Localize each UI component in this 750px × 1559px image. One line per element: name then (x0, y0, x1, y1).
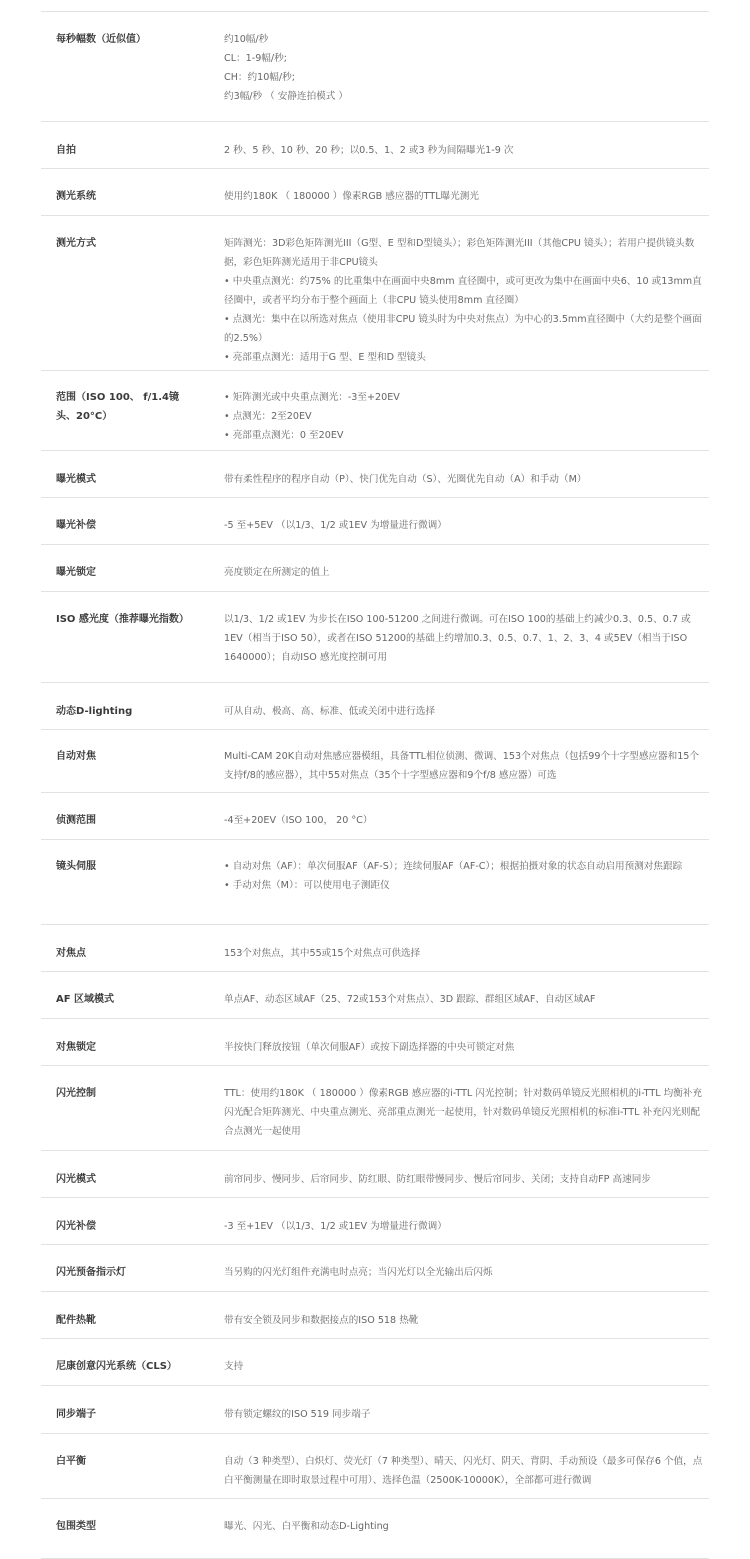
spec-value (224, 944, 709, 971)
spec-row (41, 840, 709, 925)
spec-label: 范围（ISO 100、 f/1.4镜头、20°C） (56, 392, 179, 422)
spec-value-line: 带有安全锁及同步和数据接点的ISO 518 热靴 (224, 1315, 419, 1326)
spec-value (224, 1038, 709, 1065)
spec-row (41, 169, 709, 216)
spec-label: 同步端子 (56, 1409, 96, 1420)
spec-label: 白平衡 (56, 1456, 86, 1467)
spec-value-line: 可从自动、极高、高、标准、低或关闭中进行选择 (224, 706, 436, 717)
spec-value-line: • 手动对焦（M）：可以使用电子测距仪 (224, 880, 390, 891)
spec-row (41, 1292, 709, 1339)
spec-value (224, 187, 709, 215)
spec-label: 侦测范围 (56, 815, 96, 826)
spec-value-line: CL：1-9幅/秒; (224, 53, 287, 64)
spec-value-line: 以1/3、1/2 或1EV 为步长在ISO 100-51200 之间进行微调。可在ISO 100的基础上约减少0.3、0.5、0.7 或1EV（相当于ISO 50），或者在ISO 51200的基础上约增加0.3、0.5、0.7、1、2、3、4 或5EV（相当于ISO 1640000）；自动ISO 感光度控制可用 (224, 614, 691, 663)
spec-row (41, 793, 709, 840)
spec-value (224, 1084, 709, 1150)
spec-label: 曝光锁定 (56, 567, 96, 578)
spec-value (224, 470, 709, 497)
spec-row (41, 1386, 709, 1434)
spec-row (41, 1499, 709, 1559)
spec-value (224, 811, 709, 839)
spec-row (41, 592, 709, 683)
spec-label: 曝光补偿 (56, 520, 96, 531)
spec-value-line: Multi-CAM 20K自动对焦感应器模组，具备TTL相位侦测、微调、153个对焦点（包括99个十字型感应器和15个支持f/8的感应器），其中55对焦点（35个十字型感应器和9个f/8 感应器）可选 (224, 751, 699, 781)
spec-value-line: -5 至+5EV （以1/3、1/2 或1EV 为增量进行微调） (224, 520, 447, 531)
spec-label: 每秒幅数（近似值） (56, 34, 146, 45)
spec-value (224, 141, 709, 168)
spec-row (41, 1019, 709, 1066)
spec-row (41, 1434, 709, 1499)
spec-label: 镜头伺服 (56, 861, 96, 872)
spec-value-line: 带有锁定螺纹的ISO 519 同步端子 (224, 1409, 371, 1420)
spec-row (41, 1245, 709, 1292)
spec-value-line: 当另购的闪光灯组件充满电时点亮；当闪光灯以全光输出后闪烁 (224, 1267, 493, 1278)
spec-label: 自拍 (56, 145, 76, 156)
spec-label: 闪光预备指示灯 (56, 1267, 126, 1278)
spec-row (41, 451, 709, 498)
spec-value-line: 前帘同步、慢同步、后帘同步、防红眼、防红眼带慢同步、慢后帘同步、关闭；支持自动FP 高速同步 (224, 1174, 651, 1185)
spec-value-line: 2 秒、5 秒、10 秒、20 秒；以0.5、1、2 或3 秒为间隔曝光1-9 次 (224, 145, 514, 156)
spec-row (41, 683, 709, 730)
spec-value-line: 半按快门释放按钮（单次伺服AF）或按下副选择器的中央可锁定对焦 (224, 1042, 515, 1053)
spec-label: 尼康创意闪光系统（CLS） (56, 1361, 177, 1372)
spec-label: 配件热靴 (56, 1315, 96, 1326)
spec-value-line: 自动（3 种类型）、白炽灯、荧光灯（7 种类型）、晴天、闪光灯、阴天、背阴、手动预设（最多可保存6 个值，点白平衡测量在即时取景过程中可用）、选择色温（2500K-10000K），全部都可进行微调 (224, 1456, 703, 1486)
spec-value-line: 单点AF、动态区域AF（25、72或153个对焦点）、3D 跟踪、群组区域AF、自动区域AF (224, 994, 596, 1005)
spec-table (41, 11, 709, 1559)
spec-value-line: 153个对焦点，其中55或15个对焦点可供选择 (224, 948, 421, 959)
spec-row (41, 730, 709, 793)
spec-value (224, 1263, 709, 1291)
spec-value-line: • 点测光：2至20EV (224, 411, 312, 422)
spec-value (224, 610, 709, 682)
spec-label: 自动对焦 (56, 751, 96, 762)
spec-value-line: 约3幅/秒 （ 安静连拍模式 ） (224, 91, 349, 102)
spec-value (224, 1217, 709, 1244)
spec-value-line: 亮度锁定在所测定的值上 (224, 567, 330, 578)
spec-value-line: 约10幅/秒 (224, 34, 269, 45)
spec-value (224, 857, 709, 924)
spec-row (41, 122, 709, 169)
spec-label: 测光系统 (56, 191, 96, 202)
spec-row (41, 1198, 709, 1245)
spec-label: 闪光控制 (56, 1088, 96, 1099)
spec-value-line: • 矩阵测光或中央重点测光：-3至+20EV (224, 392, 400, 403)
spec-row (41, 1339, 709, 1386)
spec-value (224, 30, 709, 121)
spec-value-line: 曝光、闪光、白平衡和动态D-Lighting (224, 1521, 389, 1532)
spec-row (41, 216, 709, 371)
spec-value-line: -4至+20EV（ISO 100， 20 °C） (224, 815, 373, 826)
spec-value-line: 带有柔性程序的程序自动（P）、快门优先自动（S）、光圈优先自动（A）和手动（M） (224, 474, 587, 485)
spec-label: 动态D-lighting (56, 706, 133, 717)
spec-value (224, 234, 709, 370)
spec-row (41, 1066, 709, 1151)
spec-row (41, 371, 709, 451)
spec-value-line: • 中央重点测光：约75% 的比重集中在画面中央8mm 直径圈中，或可更改为集中在画面中央6、10 或13mm直径圈中，或者平均分布于整个画面上（非CPU 镜头使用8mm 直径圈） (224, 276, 702, 306)
spec-value-line: • 亮部重点测光：适用于G 型、E 型和D 型镜头 (224, 352, 426, 363)
spec-value (224, 516, 709, 544)
spec-label: AF 区域模式 (56, 994, 115, 1005)
spec-row (41, 972, 709, 1019)
spec-value (224, 563, 709, 591)
spec-value (224, 747, 709, 792)
spec-value (224, 1170, 709, 1197)
spec-label: 对焦点 (56, 948, 86, 959)
spec-value (224, 702, 709, 729)
spec-value-line: 矩阵测光：3D彩色矩阵测光III（G型、E 型和D型镜头）；彩色矩阵测光III（其他CPU 镜头）；若用户提供镜头数据，彩色矩阵测光适用于非CPU镜头 (224, 238, 695, 268)
spec-label: 测光方式 (56, 238, 96, 249)
spec-value-line: 使用约180K （ 180000 ）像素RGB 感应器的TTL曝光测光 (224, 191, 479, 202)
spec-value-line: • 亮部重点测光：0 至20EV (224, 430, 344, 441)
spec-label: ISO 感光度（推荐曝光指数） (56, 614, 189, 625)
spec-label: 对焦锁定 (56, 1042, 96, 1053)
spec-value-line: -3 至+1EV （以1/3、1/2 或1EV 为增量进行微调） (224, 1221, 447, 1232)
spec-row (41, 545, 709, 592)
spec-row (41, 1151, 709, 1198)
spec-value (224, 990, 709, 1018)
spec-value-line: • 点测光：集中在以所选对焦点（使用非CPU 镜头时为中央对焦点）为中心的3.5mm直径圈中（大约是整个画面的2.5%） (224, 314, 702, 344)
spec-label: 曝光模式 (56, 474, 96, 485)
spec-value-line: TTL：使用约180K （ 180000 ）像素RGB 感应器的i-TTL 闪光控制；针对数码单镜反光照相机的i-TTL 均衡补充闪光配合矩阵测光、中央重点测光、亮部重点测光一起使用，针对数码单镜反光照相机的标准i-TTL 补充闪光则配合点测光一起使用 (224, 1088, 702, 1137)
spec-label: 闪光模式 (56, 1174, 96, 1185)
spec-value-line: CH：约10幅/秒; (224, 72, 295, 83)
spec-row (41, 12, 709, 122)
spec-value (224, 1517, 709, 1558)
spec-value (224, 1405, 709, 1433)
spec-value (224, 1357, 709, 1385)
spec-label: 包围类型 (56, 1521, 96, 1532)
spec-row (41, 498, 709, 545)
spec-value-line: • 自动对焦（AF）：单次伺服AF（AF-S）；连续伺服AF（AF-C）；根据拍摄对象的状态自动启用预测对焦跟踪 (224, 861, 683, 872)
spec-label: 闪光补偿 (56, 1221, 96, 1232)
spec-value (224, 1311, 709, 1338)
spec-row (41, 925, 709, 972)
spec-value (224, 1452, 709, 1498)
spec-value-line: 支持 (224, 1361, 244, 1372)
spec-value (224, 388, 709, 450)
